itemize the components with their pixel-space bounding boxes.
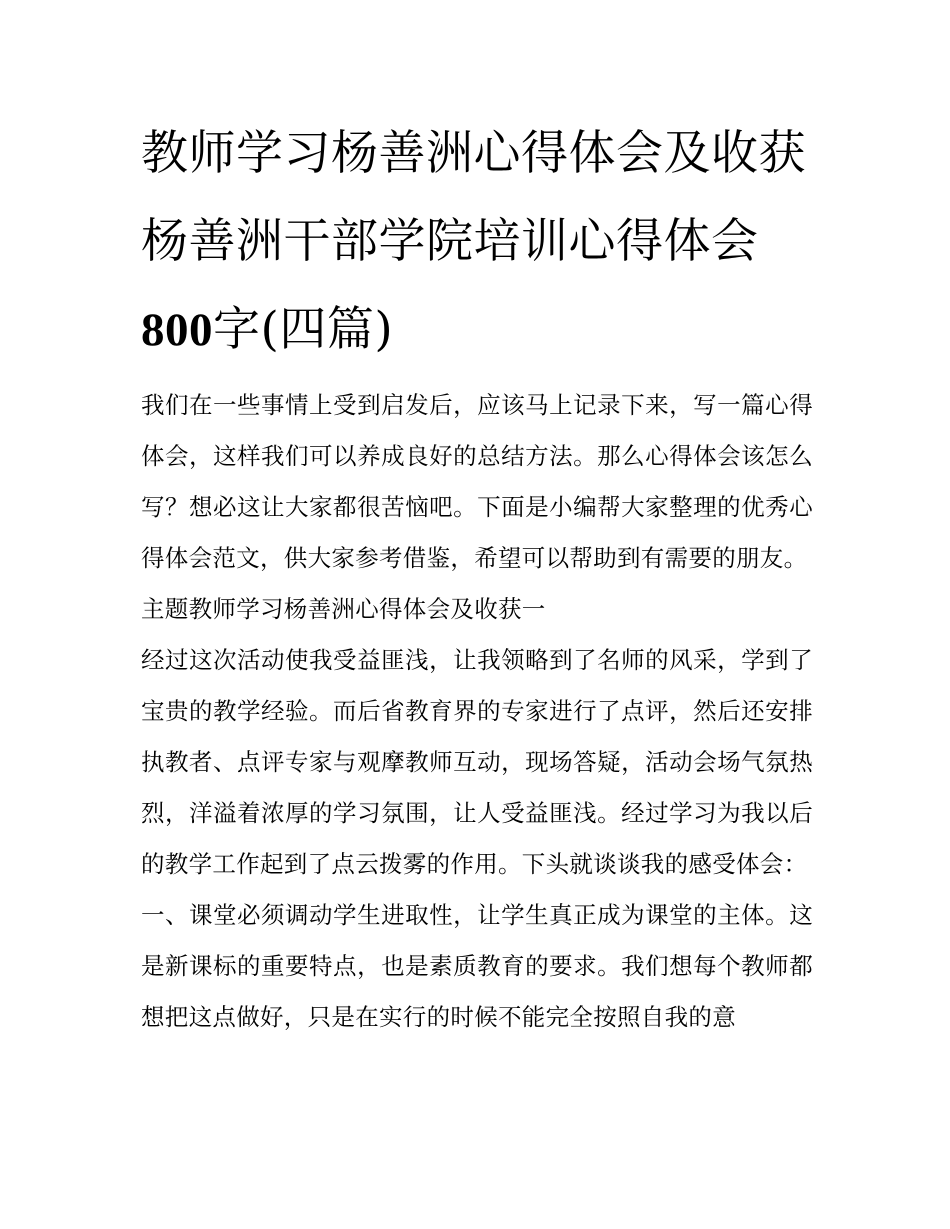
intro-paragraph: 我们在一些事情上受到启发后，应该马上记录下来，写一篇心得体会，这样我们可以养成良好的总结方法。那么心得体会该怎么写？想必这让大家都很苦恼吧。下面是小编帮大家整理的优秀心得体会范文，供大家参考借鉴，希望可以帮助到有需要的朋友。 <box>141 391 813 572</box>
title-text-part1: 教师学习杨善洲心得体会及收获 杨善洲干部学院培训心得体会 <box>141 126 806 269</box>
title-text-part2: 字(四篇) <box>213 302 394 357</box>
body-paragraph-point-one: 一、课堂必须调动学生进取性，让学生真正成为课堂的主体。这是新课标的重要特点，也是素质教育的要求。我们想每个教师都想把这点做好，只是在实行的时候不能完全按照自我的意 <box>141 901 813 1031</box>
section-heading: 主题教师学习杨善洲心得体会及收获一 <box>141 595 546 623</box>
document-page <box>141 110 813 1043</box>
document-title <box>141 110 813 374</box>
title-number: 800 <box>141 304 213 356</box>
body-paragraph: 经过这次活动使我受益匪浅，让我领略到了名师的风采，学到了宝贵的教学经验。而后省教育界的专家进行了点评，然后还安排执教者、点评专家与观摩教师互动，现场答疑，活动会场气氛热烈，洋溢着浓厚的学习氛围，让人受益匪浅。经过学习为我以后的教学工作起到了点云拨雾的作用。下头就谈谈我的感受体会： <box>141 646 813 878</box>
